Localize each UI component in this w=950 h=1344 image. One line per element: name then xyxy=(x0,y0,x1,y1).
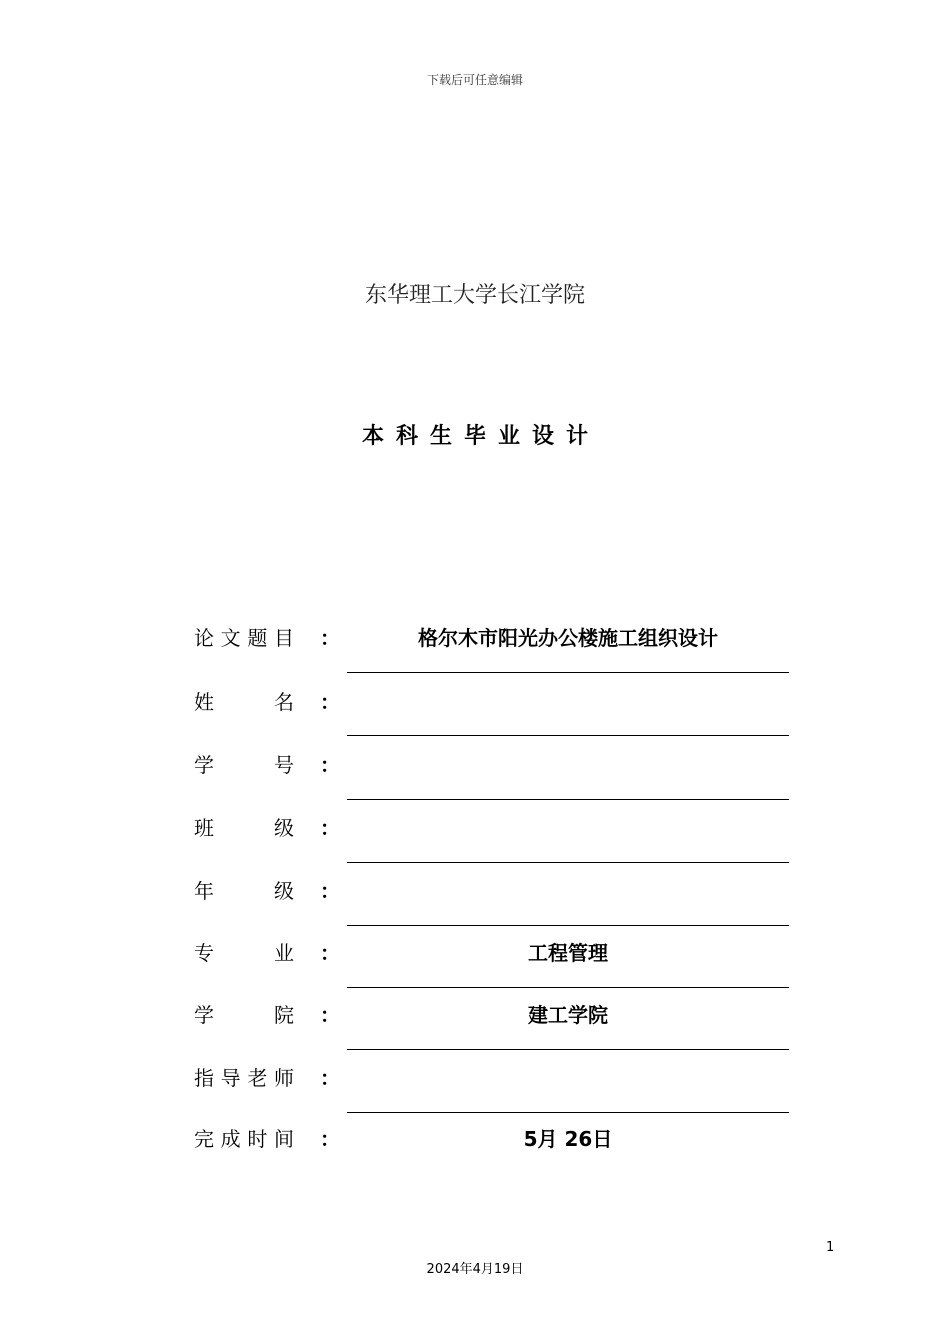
form-value-student-id xyxy=(347,747,789,783)
form-value-major: 工程管理 xyxy=(528,941,608,965)
form-value-thesis-title: 格尔木市阳光办公楼施工组织设计 xyxy=(418,626,718,650)
form-row-thesis-title xyxy=(0,620,950,683)
form-label: 专 业 xyxy=(194,941,294,965)
underline-major xyxy=(347,987,789,988)
form-value-name xyxy=(347,684,789,720)
footer-date: 2024年4月19日 xyxy=(426,1262,524,1277)
page-number: 1 xyxy=(826,1240,835,1255)
underline-name xyxy=(347,735,789,736)
form-row-major xyxy=(0,935,950,998)
form-value-completion-date: 5月 26日 xyxy=(523,1127,613,1151)
form-value-advisor xyxy=(347,1060,789,1096)
form-row-advisor xyxy=(0,1060,950,1123)
form-row-student-id xyxy=(0,747,950,810)
form-colon: ： xyxy=(320,753,340,777)
header-note: 下载后可任意编辑 xyxy=(426,73,523,87)
underline-thesis-title xyxy=(347,672,789,673)
document-type-title: 本科生毕业设计 xyxy=(361,423,600,449)
form-row-name xyxy=(0,684,950,747)
form-colon: ： xyxy=(320,1127,340,1151)
form-colon: ： xyxy=(320,816,340,840)
form-row-completion-date xyxy=(0,1121,950,1184)
form-colon: ： xyxy=(320,690,340,714)
form-row-class xyxy=(0,810,950,873)
form-label: 完 成 时 间 xyxy=(194,1127,294,1151)
institution-name: 东华理工大学长江学院 xyxy=(364,283,585,308)
form-label: 学 号 xyxy=(194,753,294,777)
form-label: 班 级 xyxy=(194,816,294,840)
form-row-grade xyxy=(0,873,950,936)
form-value-class xyxy=(347,810,789,846)
underline-advisor xyxy=(347,1112,789,1113)
form-colon: ： xyxy=(320,626,340,650)
form-value-grade xyxy=(347,873,789,909)
form-row-college xyxy=(0,997,950,1060)
underline-grade xyxy=(347,925,789,926)
form-value-college: 建工学院 xyxy=(528,1003,608,1027)
form-label: 姓 名 xyxy=(194,690,294,714)
form-colon: ： xyxy=(320,1066,340,1090)
form-colon: ： xyxy=(320,879,340,903)
form-label: 论 文 题 目 xyxy=(194,626,294,650)
form-label: 学 院 xyxy=(194,1003,294,1027)
underline-student-id xyxy=(347,799,789,800)
form-label: 年 级 xyxy=(194,879,294,903)
form-colon: ： xyxy=(320,941,340,965)
form-colon: ： xyxy=(320,1003,340,1027)
underline-class xyxy=(347,862,789,863)
form-label: 指 导 老 师 xyxy=(194,1066,294,1090)
underline-college xyxy=(347,1049,789,1050)
